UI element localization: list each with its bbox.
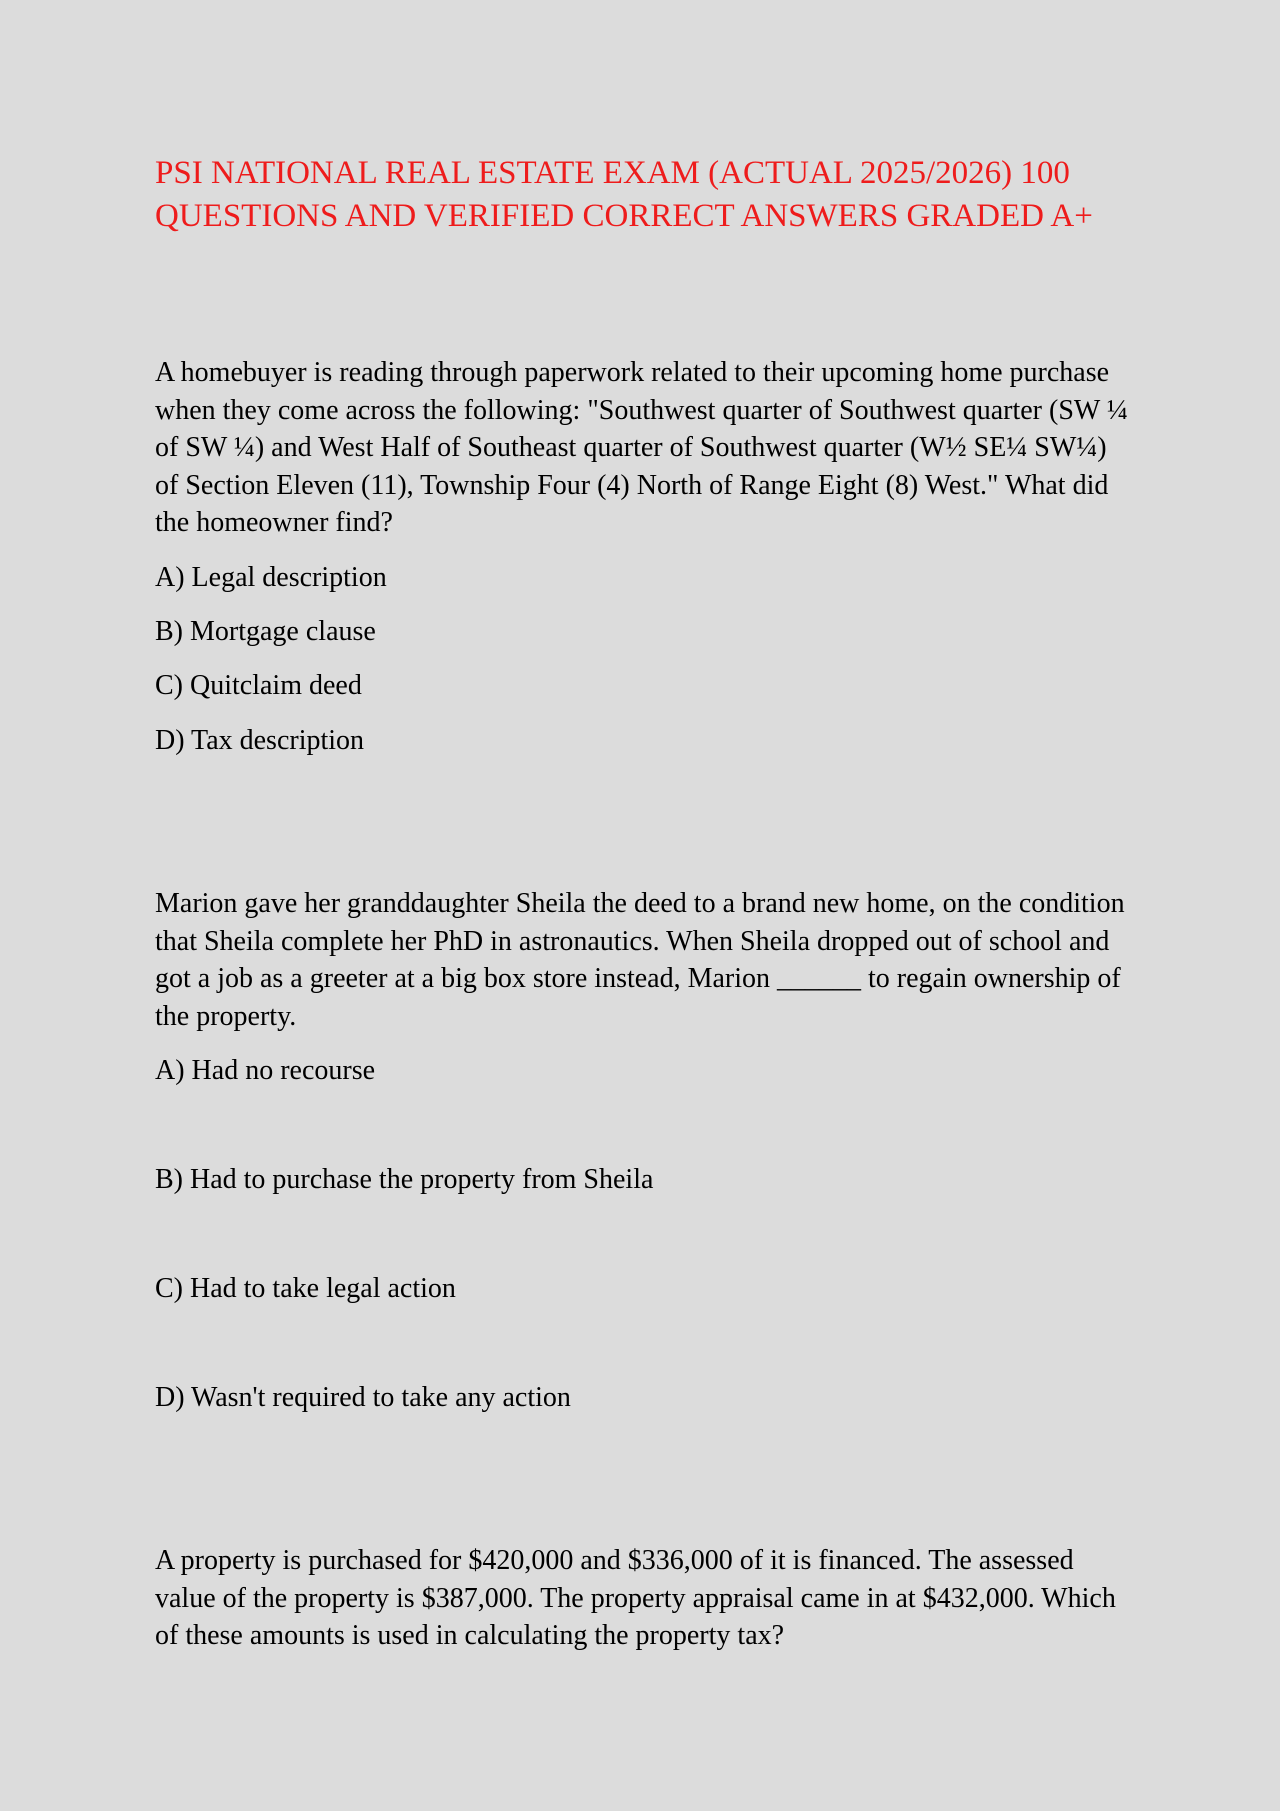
question-2-option-b: B) Had to purchase the property from Sheila xyxy=(155,1164,654,1195)
question-2-option-d: D) Wasn't required to take any action xyxy=(155,1382,571,1413)
question-1-option-a: A) Legal description xyxy=(155,562,387,593)
question-3-text: A property is purchased for $420,000 and $336,000 of it is financed. The assessed value of the property is $387,000. The property appraisal came in at $432,000. Which of these amounts is used in calculating the property tax? xyxy=(155,1545,1116,1651)
question-2-option-a: A) Had no recourse xyxy=(155,1055,376,1086)
question-1-text: A homebuyer is reading through paperwork related to their upcoming home purchase when they come across the following: "Southwest quarter of Southwest quarter (SW ¼ of SW ¼) and West Half of Southeast quarter of Southwest quarter (W½ SE¼ SW¼) of Section Eleven (11), Township Four (4) North of Range Eight (8) West." What did the homeowner find? xyxy=(155,357,1128,538)
document-title: PSI NATIONAL REAL ESTATE EXAM (ACTUAL 2025/2026) 100 QUESTIONS AND VERIFIED CORRECT ANSWERS GRADED A+ xyxy=(155,155,1093,234)
question-1-option-b: B) Mortgage clause xyxy=(155,616,376,647)
question-2-text: Marion gave her granddaughter Sheila the deed to a brand new home, on the condition that Sheila complete her PhD in astronautics. When Sheila dropped out of school and got a job as a greeter at a big box store instead, Marion ______ to regain ownership of the property. xyxy=(155,888,1125,1032)
question-1-option-c: C) Quitclaim deed xyxy=(155,670,362,701)
question-1-option-d: D) Tax description xyxy=(155,725,365,756)
question-2-option-c: C) Had to take legal action xyxy=(155,1273,456,1304)
